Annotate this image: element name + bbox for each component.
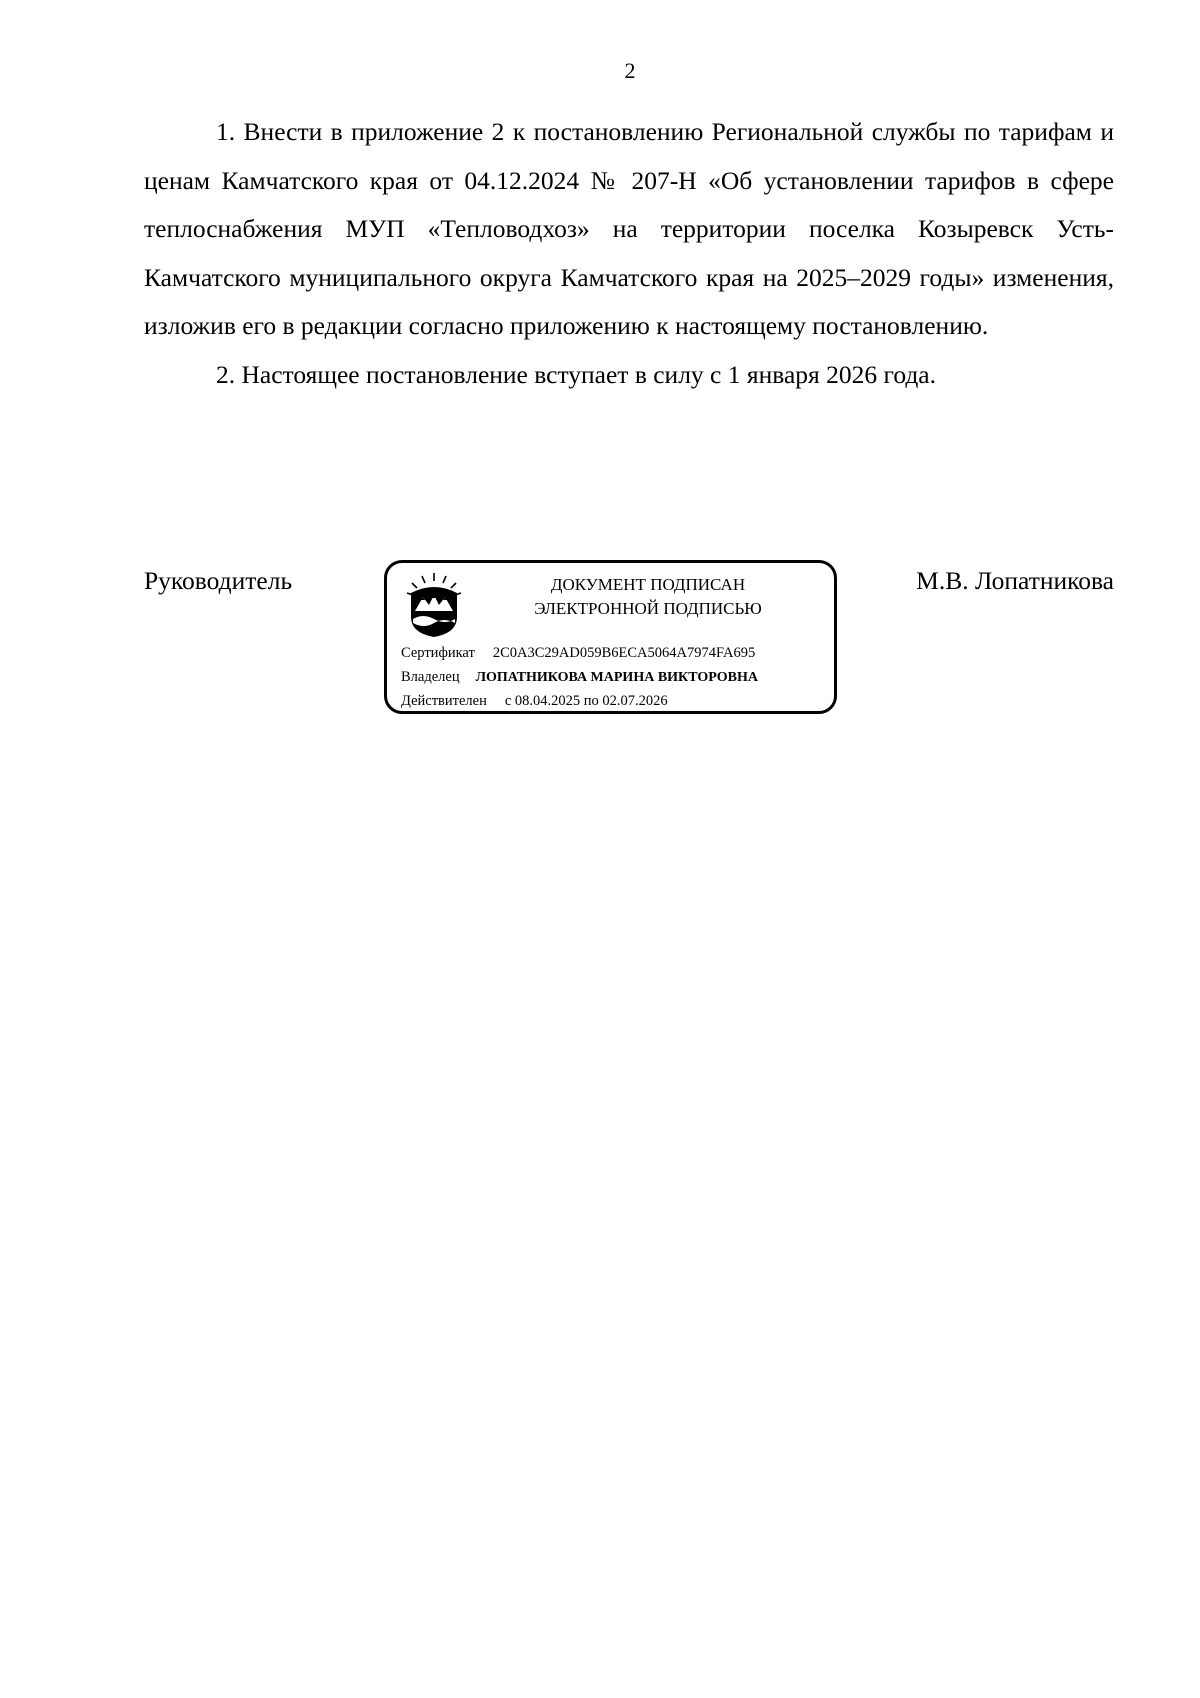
stamp-owner-row xyxy=(401,667,758,688)
stamp-title-line-1: ДОКУМЕНТ ПОДПИСАН xyxy=(550,575,746,594)
validity-label: Действителен xyxy=(401,693,487,709)
kamchatka-coat-of-arms-icon xyxy=(403,571,465,639)
paragraph-1: 1. Внести в приложение 2 к постановлению Региональной службы по тарифам и ценам Камчатского края от 04.12.2024 № 207-Н «Об установлении тарифов в сфере теплоснабжения МУП «Тепловодхоз» на территории поселка Козыревск Усть-Камчатского муниципального округа Камчатского края на 2025–2029 годы» изменения, изложив его в редакции согласно приложению к настоящему постановлению. xyxy=(144,117,1114,340)
signature-block xyxy=(144,566,1114,736)
page-number: 2 xyxy=(624,58,636,83)
stamp-validity-row xyxy=(401,691,668,711)
certificate-value: 2C0A3C29AD059B6ECA5064A7974FA695 xyxy=(492,645,756,661)
stamp-title-line-2: ЭЛЕКТРОННОЙ ПОДПИСЬЮ xyxy=(534,599,762,618)
owner-value: ЛОПАТНИКОВА МАРИНА ВИКТОРОВНА xyxy=(475,670,758,685)
electronic-signature-stamp xyxy=(384,560,837,714)
paragraph-2: 2. Настоящее постановление вступает в силу с 1 января 2026 года. xyxy=(216,359,937,389)
certificate-label: Сертификат xyxy=(401,645,475,661)
signer-name: М.В. Лопатникова xyxy=(916,566,1114,595)
validity-value: с 08.04.2025 по 02.07.2026 xyxy=(504,693,668,709)
stamp-certificate-row xyxy=(401,643,755,663)
owner-label: Владелец xyxy=(401,669,460,685)
stamp-title xyxy=(483,573,813,621)
document-body xyxy=(144,108,1114,399)
signer-position: Руководитель xyxy=(144,566,293,595)
